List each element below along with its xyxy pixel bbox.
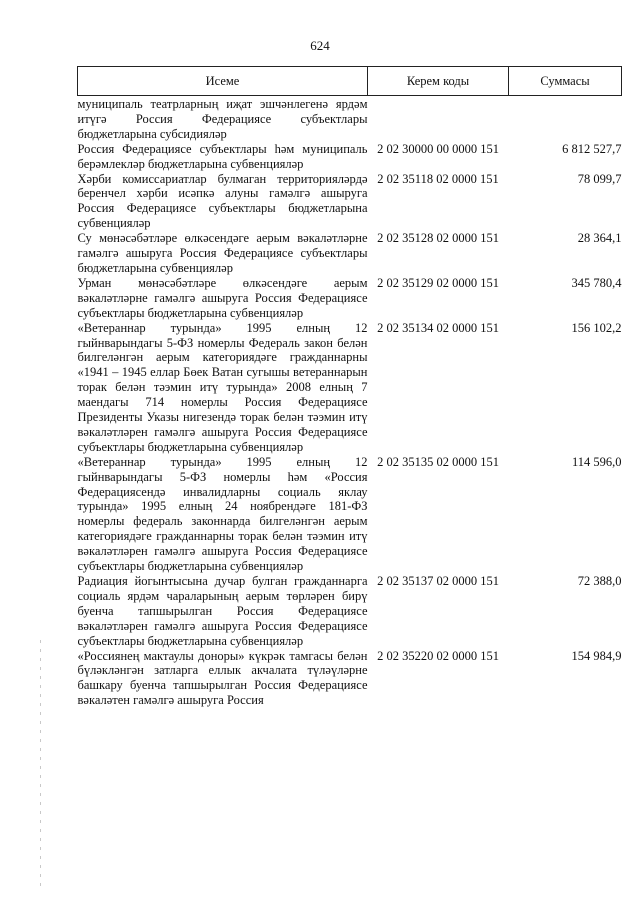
table-row xyxy=(78,142,622,172)
row-name: муниципаль театрларның иҗат эшчәнлегенә ярдәм итүгә Россия Федерациясе субъектлары бюджетларына субсидияләр xyxy=(77,97,368,141)
row-name: «Россиянең мактаулы доноры» күкрәк тамгасы белән бүләкләнгән затларга еллык акчалата түләүләрне башкару буенча тапшырылган Россия Федерациясе вәкаләтен гамәлгә ашыруга Россия xyxy=(77,648,368,708)
table-header xyxy=(78,67,622,96)
row-code: 2 02 35134 02 0000 151 xyxy=(377,320,499,335)
table-row xyxy=(78,649,622,709)
table-body xyxy=(78,96,622,709)
table-row xyxy=(78,276,622,321)
header-code: Керем коды xyxy=(368,67,509,96)
row-sum xyxy=(509,96,622,142)
row-code: 2 02 30000 00 0000 151 xyxy=(377,141,499,156)
row-sum: 72 388,0 xyxy=(577,574,622,588)
row-name: Россия Федерациясе субъектлары һәм муниципаль берәмлекләр бюджетларына субвенцияләр xyxy=(77,141,368,171)
row-name: «Ветераннар турында» 1995 елның 12 гыйнварындагы 5-ФЗ номерлы һәм «Россия Федерациясендә инвалидларны социаль яклау турында» 1995 елның 24 ноябрендәге 181-ФЗ номерлы федераль законнарда билгеләнгән аерым категориядәге гражданнарны торак белән тәэмин итү вәкаләтләрен гамәлгә ашыруга Россия Федерациясе субъектлары бюджетларына субвенцияләр xyxy=(77,454,368,574)
table-row xyxy=(78,321,622,455)
row-sum: 156 102,2 xyxy=(571,320,622,335)
table-row xyxy=(78,172,622,232)
budget-table xyxy=(77,66,622,708)
row-name: «Ветераннар турында» 1995 елның 12 гыйнварындагы 5-ФЗ номерлы Федераль закон белән билгеләнгән аерым категориядәге гражданнарны «1941 – 1945 еллар Бөек Ватан сугышы ветераннарын торак белән тәэмин итү турында» 2008 елның 7 маендагы 714 номерлы Россия Федерациясе Президенты Указы нигезендә торак белән тәэмин итү вәкаләтләрен гамәлгә ашыруга Россия Федерациясе субъектлары бюджетларына субвенцияләр xyxy=(77,320,368,454)
row-sum: 78 099,7 xyxy=(577,171,622,186)
table-row-continuation xyxy=(78,96,622,142)
table-row xyxy=(78,231,622,276)
row-code: 2 02 35137 02 0000 151 xyxy=(377,574,499,588)
row-name: Хәрби комиссариатлар булмаган территорияләрдә беренчел хәрби исәпкә алуны гамәлгә ашыруга Россия Федерациясе субъектлары бюджетларына субвенцияләр xyxy=(77,171,368,231)
row-code: 2 02 35135 02 0000 151 xyxy=(377,454,499,469)
scan-artifact-line xyxy=(40,640,41,890)
row-code xyxy=(368,96,509,142)
row-sum: 154 984,9 xyxy=(571,648,622,663)
table-row xyxy=(78,574,622,649)
table-row xyxy=(78,455,622,574)
header-sum: Суммасы xyxy=(509,67,622,96)
row-code: 2 02 35220 02 0000 151 xyxy=(377,648,499,663)
row-sum: 28 364,1 xyxy=(577,231,622,246)
row-name: Радиация йогынтысына дучар булган гражданнарга социаль ярдәм чараларының аерым төрләрен бирү буенча тапшырылган Россия Федерациясе вәкаләтләрен гамәлгә ашыруга Россия Федерациясе субъектлары бюджетларына субвенцияләр xyxy=(77,574,368,648)
row-sum: 114 596,0 xyxy=(571,454,622,469)
row-code: 2 02 35118 02 0000 151 xyxy=(377,171,499,186)
row-code: 2 02 35128 02 0000 151 xyxy=(377,231,499,246)
page-number: 624 xyxy=(310,38,330,53)
row-name: Урман мөнәсәбәтләре өлкәсендәге аерым вәкаләтләрне гамәлгә ашыруга Россия Федерациясе субъектлары бюджетларына субвенцияләр xyxy=(77,275,368,320)
row-code: 2 02 35129 02 0000 151 xyxy=(377,275,499,290)
row-name: Су мөнәсәбәтләре өлкәсендәге аерым вәкаләтләрне гамәлгә ашыруга Россия Федерациясе субъектлары бюджетларына субвенцияләр xyxy=(77,231,368,275)
row-sum: 345 780,4 xyxy=(571,275,622,290)
header-name: Исеме xyxy=(78,67,368,96)
row-sum: 6 812 527,7 xyxy=(562,141,622,156)
